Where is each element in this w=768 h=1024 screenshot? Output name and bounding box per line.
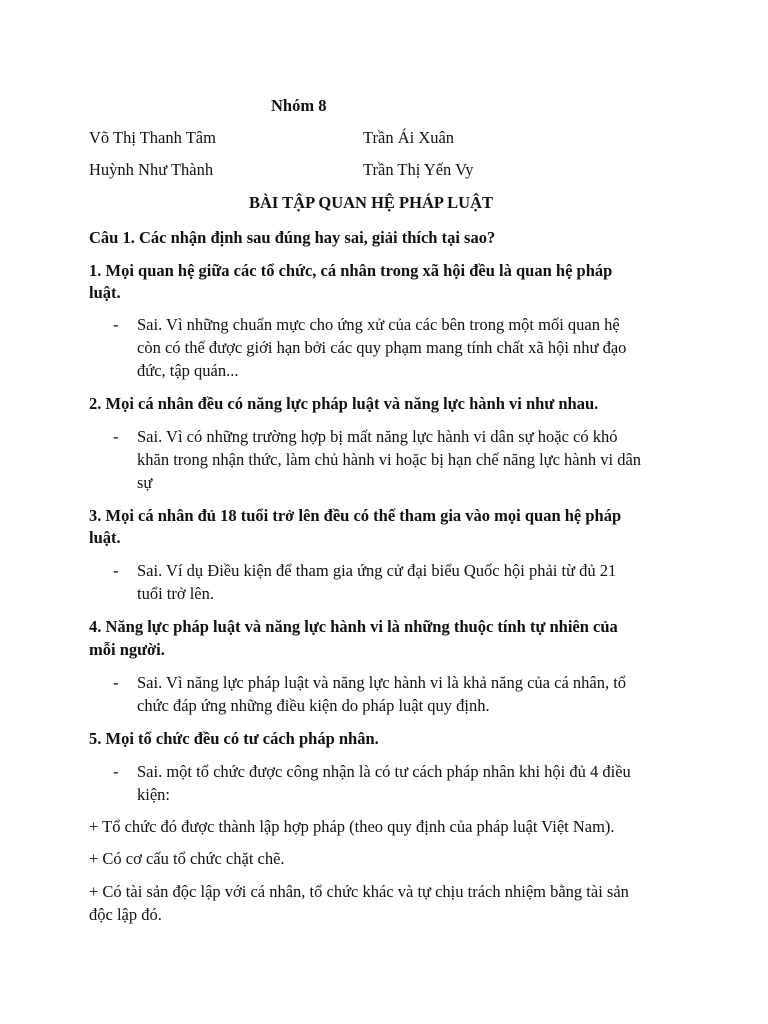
- statement-line: 1. Mọi quan hệ giữa các tổ chức, cá nhân trong xã hội đều là quan hệ pháp: [89, 261, 613, 280]
- member-name: Trần Ái Xuân: [363, 128, 455, 147]
- answer-line: Sai. một tổ chức được công nhận là có tư cách pháp nhân khi hội đủ 4 điều: [137, 762, 631, 781]
- answer-line: kiện:: [137, 785, 170, 804]
- document-title: BÀI TẬP QUAN HỆ PHÁP LUẬT: [249, 193, 494, 212]
- statement-line: 4. Năng lực pháp luật và năng lực hành vi là những thuộc tính tự nhiên của: [89, 617, 618, 636]
- bullet-dash: -: [113, 762, 119, 781]
- answer-line: đức, tập quán...: [137, 361, 239, 380]
- answer-line: Sai. Vì năng lực pháp luật và năng lực hành vi là khả năng của cá nhân, tổ: [137, 673, 627, 692]
- answer-line: Sai. Vì những chuẩn mực cho ứng xử của các bên trong một mối quan hệ: [137, 315, 620, 334]
- statement-line: luật.: [89, 283, 121, 302]
- condition-line: + Có cơ cấu tổ chức chặt chẽ.: [89, 849, 285, 868]
- condition-line: + Có tài sản độc lập với cá nhân, tổ chức khác và tự chịu trách nhiệm bằng tài sản: [89, 882, 629, 901]
- bullet-dash: -: [113, 673, 119, 692]
- condition-line: độc lập đó.: [89, 905, 162, 924]
- answer-line: tuổi trở lên.: [137, 584, 215, 603]
- bullet-dash: -: [113, 561, 119, 580]
- answer-line: chức đáp ứng những điều kiện do pháp luật quy định.: [137, 696, 490, 715]
- member-name: Võ Thị Thanh Tâm: [89, 128, 216, 147]
- statement-line: 3. Mọi cá nhân đủ 18 tuổi trở lên đều có thể tham gia vào mọi quan hệ pháp: [89, 506, 622, 525]
- condition-line: + Tổ chức đó được thành lập hợp pháp (theo quy định của pháp luật Việt Nam).: [89, 817, 615, 836]
- statement-line: mỗi người.: [89, 640, 165, 659]
- answer-line: khăn trong nhận thức, làm chủ hành vi hoặc bị hạn chế năng lực hành vi dân: [137, 450, 642, 469]
- bullet-dash: -: [113, 315, 119, 334]
- statement-line: 2. Mọi cá nhân đều có năng lực pháp luật và năng lực hành vi như nhau.: [89, 394, 599, 413]
- member-name: Trần Thị Yến Vy: [363, 160, 474, 179]
- statement-line: luật.: [89, 528, 121, 547]
- answer-line: Sai. Vì có những trường hợp bị mất năng lực hành vi dân sự hoặc có khó: [137, 427, 618, 446]
- group-label: Nhóm 8: [271, 96, 327, 115]
- bullet-dash: -: [113, 427, 119, 446]
- answer-line: sự: [137, 473, 153, 492]
- statement-line: 5. Mọi tổ chức đều có tư cách pháp nhân.: [89, 729, 379, 748]
- answer-line: Sai. Ví dụ Điều kiện để tham gia ứng cử đại biểu Quốc hội phải từ đủ 21: [137, 561, 617, 580]
- answer-line: còn có thể được giới hạn bởi các quy phạm mang tính chất xã hội như đạo: [137, 338, 627, 357]
- question-heading: Câu 1. Các nhận định sau đúng hay sai, giải thích tại sao?: [89, 228, 496, 247]
- member-name: Huỳnh Như Thành: [89, 160, 214, 179]
